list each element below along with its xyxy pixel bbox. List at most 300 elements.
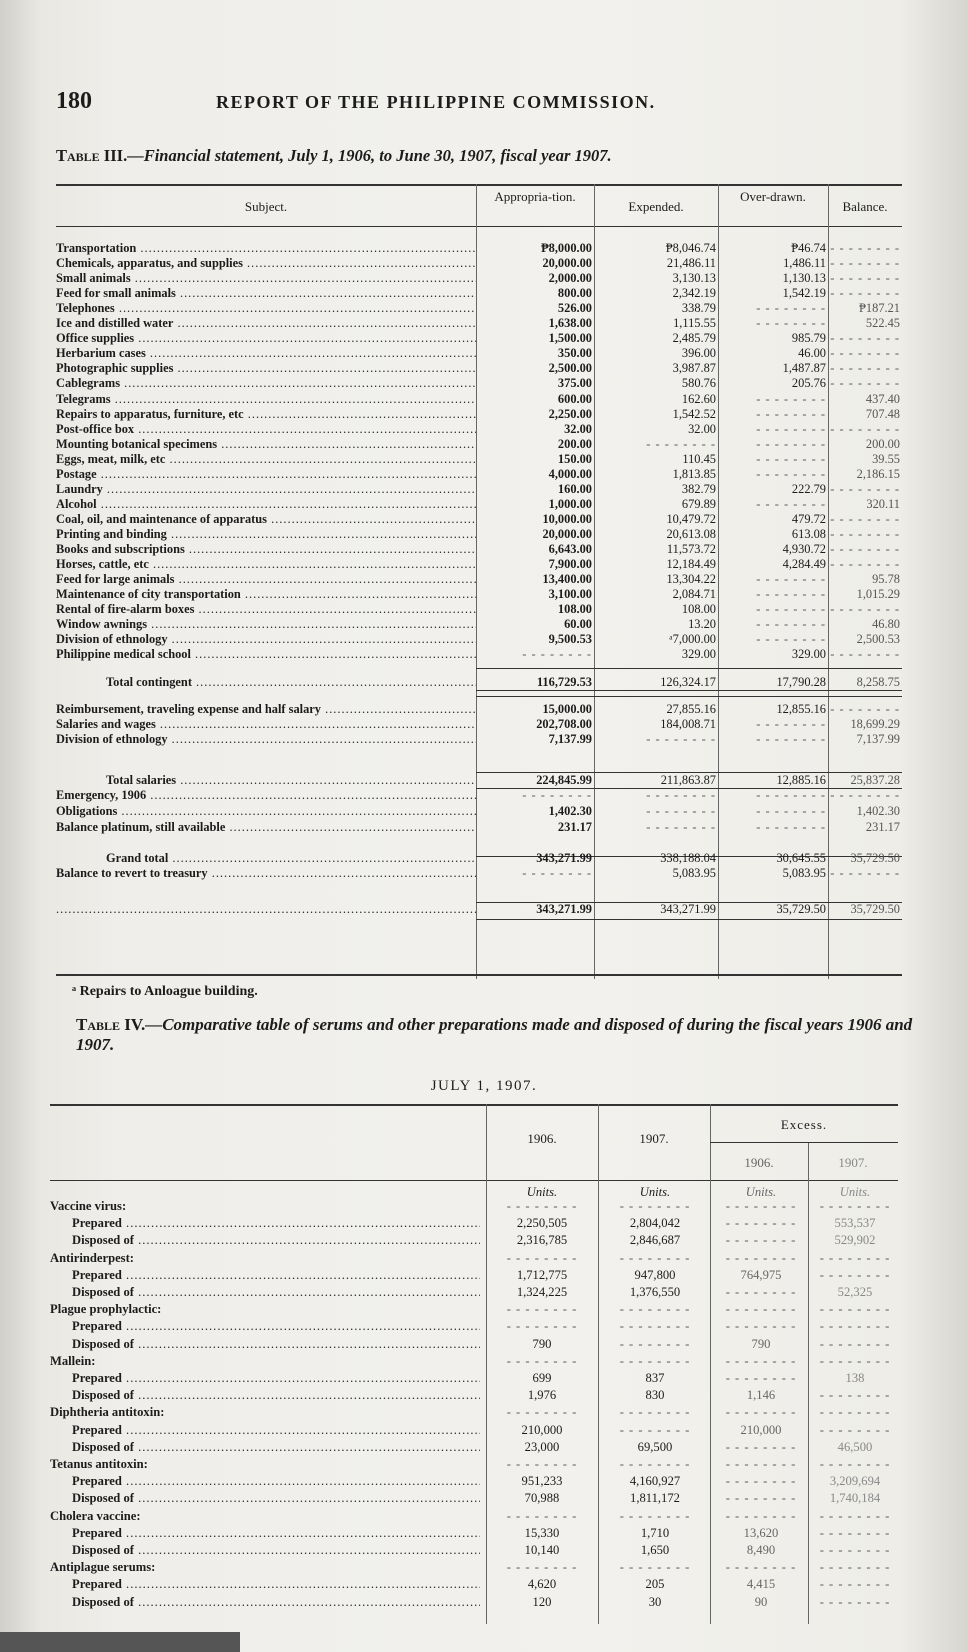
row-appropriation: ₱8,000.00: [541, 241, 592, 255]
category-row: [50, 1301, 898, 1317]
row-expended: 21,486.11: [666, 256, 716, 270]
units-label: Units.: [526, 1185, 558, 1199]
category-row: [50, 1250, 898, 1266]
row-appropriation: 200.00: [557, 437, 592, 451]
row-appropriation: 160.00: [557, 482, 592, 496]
row-subject: Balance platinum, still available .....: [56, 820, 476, 835]
row-overdrawn: - - - - - - - -: [756, 452, 826, 466]
running-title: REPORT OF THE PHILIPPINE COMMISSION.: [216, 92, 656, 112]
value-1907: - - - - - - - -: [619, 1250, 691, 1265]
value-1906: 4,620: [527, 1577, 557, 1592]
row-appropriation: 9,500.53: [548, 632, 592, 646]
row-expended: 162.60: [681, 392, 716, 406]
row-balance: 8,258.75: [856, 675, 900, 689]
row-appropriation: 60.00: [564, 617, 592, 631]
row-subject: Feed for large animals .....: [56, 572, 476, 587]
value-1907: 837: [645, 1371, 665, 1385]
row-overdrawn: - - - - - - - -: [756, 788, 826, 802]
row-appropriation: 150.00: [557, 452, 592, 466]
excess-1906: - - - - - - - -: [725, 1199, 797, 1213]
row-balance: 46.80: [872, 617, 900, 631]
excess-1907: - - - - - - - -: [819, 1319, 891, 1334]
row-expended: - - - - - - - -: [646, 820, 716, 834]
row-expended: ᵃ7,000.00: [669, 632, 716, 646]
row-label: Antiplague serums:: [50, 1560, 156, 1575]
excess-1907: 553,537: [834, 1216, 876, 1231]
row-subject: Ice and distilled water .....: [56, 316, 476, 331]
row-overdrawn: - - - - - - - -: [756, 587, 826, 601]
row-subject: Printing and binding .....: [56, 527, 476, 542]
excess-1906: - - - - - - - -: [725, 1457, 797, 1471]
row-expended: 338.79: [681, 301, 716, 315]
row-expended: 126,324.17: [660, 675, 716, 689]
row-subject: Mounting botanical specimens .....: [56, 437, 476, 452]
total-salaries-row: [56, 773, 902, 788]
row-overdrawn: - - - - - - - -: [756, 732, 826, 746]
row-appropriation: 32.00: [564, 422, 592, 436]
excess-1907: 3,209,694: [829, 1474, 881, 1489]
row-subject: Herbarium cases .....: [56, 346, 476, 361]
table-row: [56, 392, 902, 407]
value-1907: 1,376,550: [629, 1285, 681, 1299]
row-overdrawn: 4,930.72: [782, 542, 826, 556]
excess-1906: - - - - - - - -: [725, 1319, 797, 1334]
row-overdrawn: - - - - - - - -: [756, 467, 826, 481]
row-overdrawn: - - - - - - - -: [756, 497, 826, 511]
excess-1906: - - - - - - - -: [725, 1302, 797, 1317]
excess-1906: 4,415: [746, 1577, 776, 1592]
value-1907: - - - - - - - -: [619, 1199, 691, 1213]
row-balance: 522.45: [865, 316, 900, 330]
sub-row: [50, 1576, 898, 1592]
row-appropriation: 4,000.00: [548, 467, 592, 481]
row-subject: Salaries and wages .....: [56, 717, 476, 732]
row-expended: 343,271.99: [660, 902, 716, 916]
excess-1907: - - - - - - - -: [819, 1267, 891, 1282]
sub-row: [50, 1215, 898, 1231]
row-overdrawn: 35,729.50: [776, 902, 826, 916]
row-appropriation: 202,708.00: [536, 717, 592, 731]
row-appropriation: 10,000.00: [542, 512, 592, 526]
table-row: [56, 527, 902, 542]
row-appropriation: - - - - - - - -: [522, 788, 592, 802]
value-1907: - - - - - - - -: [619, 1405, 691, 1420]
sub-row: [50, 1594, 898, 1610]
row-expended: 10,479.72: [666, 512, 716, 526]
table4-caption: [76, 1015, 916, 1055]
col-header-excess-1907: 1907.: [838, 1155, 868, 1170]
excess-1907: - - - - - - - -: [819, 1543, 891, 1557]
excess-1906: - - - - - - - -: [725, 1439, 797, 1454]
row-label: Diphtheria antitoxin:: [50, 1405, 165, 1420]
row-appropriation: 108.00: [557, 602, 592, 616]
sub-row: [50, 1422, 898, 1438]
sub-row: [50, 1370, 898, 1386]
col-header-expended: Expended.: [628, 199, 684, 214]
table-row: [56, 316, 902, 331]
category-row: [50, 1353, 898, 1369]
col-header-appropriation: Appropria-tion.: [494, 189, 576, 204]
row-balance: - - - - - - - -: [830, 647, 900, 661]
category-row: [50, 1508, 898, 1524]
row-overdrawn: 4,284.49: [782, 557, 826, 571]
table-row: [56, 717, 902, 732]
row-subject: Laundry .....: [56, 482, 476, 497]
excess-1906: - - - - - - - -: [725, 1405, 797, 1420]
excess-1906: - - - - - - - -: [725, 1285, 797, 1299]
row-balance: 320.11: [866, 497, 900, 511]
row-balance: - - - - - - - -: [830, 512, 900, 526]
running-header: [56, 88, 916, 118]
row-expended: 108.00: [681, 602, 716, 616]
table-row: [56, 804, 902, 819]
row-appropriation: 2,500.00: [548, 361, 592, 375]
value-1906: 70,988: [524, 1491, 560, 1506]
row-appropriation: 224,845.99: [536, 773, 592, 787]
row-subject: Reimbursement, traveling expense and half salary .....: [56, 702, 476, 717]
row-label: Antirinderpest:: [50, 1250, 134, 1265]
excess-1906: 1,146: [746, 1388, 776, 1403]
row-appropriation: 2,000.00: [548, 271, 592, 285]
row-expended: - - - - - - - -: [646, 804, 716, 818]
final-total-row: [56, 902, 902, 917]
category-row: [50, 1198, 898, 1214]
row-label: Plague prophylactic:: [50, 1302, 162, 1317]
row-balance: ₱187.21: [859, 301, 900, 315]
units-label: Units.: [745, 1185, 777, 1199]
row-overdrawn: 17,790.28: [776, 675, 826, 689]
row-balance: - - - - - - - -: [830, 542, 900, 556]
row-expended: 679.89: [681, 497, 716, 511]
table-row: [56, 557, 902, 572]
row-appropriation: 1,402.30: [548, 804, 592, 818]
row-appropriation: 1,000.00: [548, 497, 592, 511]
units-label: Units.: [839, 1185, 871, 1199]
value-1906: - - - - - - - -: [506, 1508, 578, 1523]
row-balance: - - - - - - - -: [830, 331, 900, 345]
excess-1907: - - - - - - - -: [819, 1336, 891, 1351]
total-contingent-row: [56, 675, 902, 690]
row-overdrawn: - - - - - - - -: [756, 407, 826, 421]
col-header-balance: Balance.: [842, 199, 888, 214]
row-overdrawn: 1,486.11: [783, 256, 826, 270]
row-subject: Small animals .....: [56, 271, 476, 286]
row-subject: Total contingent .....: [106, 675, 476, 690]
excess-1907: 1,740,184: [829, 1491, 881, 1506]
row-expended: 2,342.19: [672, 286, 716, 300]
excess-1907: 46,500: [837, 1439, 873, 1454]
table3-caption: [56, 146, 612, 166]
row-overdrawn: - - - - - - - -: [756, 572, 826, 586]
col-header-excess-1906: 1906.: [744, 1155, 774, 1170]
row-subject: Photographic supplies .....: [56, 361, 476, 376]
excess-1906: - - - - - - - -: [725, 1371, 797, 1385]
sub-row: [50, 1525, 898, 1541]
row-overdrawn: - - - - - - - -: [756, 602, 826, 616]
row-balance: - - - - - - - -: [830, 422, 900, 436]
row-balance: - - - - - - - -: [830, 256, 900, 270]
row-overdrawn: 30,645.55: [776, 851, 826, 865]
excess-1906: - - - - - - - -: [725, 1250, 797, 1265]
table-row: [56, 820, 902, 835]
row-balance: - - - - - - - -: [830, 702, 900, 716]
row-overdrawn: - - - - - - - -: [756, 437, 826, 451]
row-label: Prepared .....: [72, 1215, 480, 1231]
value-1906: - - - - - - - -: [506, 1250, 578, 1265]
table-row: [56, 301, 902, 316]
row-overdrawn: 985.79: [791, 331, 826, 345]
row-balance: 2,500.53: [856, 632, 900, 646]
row-expended: 2,485.79: [672, 331, 716, 345]
excess-1906: - - - - - - - -: [725, 1474, 797, 1489]
sub-row: [50, 1232, 898, 1248]
value-1906: - - - - - - - -: [506, 1560, 578, 1575]
row-label: Mallein:: [50, 1353, 96, 1368]
value-1906: 790: [532, 1336, 552, 1351]
excess-1907: - - - - - - - -: [819, 1525, 891, 1540]
value-1906: - - - - - - - -: [506, 1199, 578, 1213]
table4-caption-lead: Table IV.: [76, 1015, 146, 1034]
row-overdrawn: - - - - - - - -: [756, 316, 826, 330]
row-overdrawn: 222.79: [791, 482, 826, 496]
value-1906: 2,316,785: [516, 1233, 568, 1248]
row-balance: - - - - - - - -: [830, 361, 900, 375]
row-subject: Postage .....: [56, 467, 476, 482]
excess-1906: 8,490: [746, 1543, 776, 1557]
table4-caption-text: —Comparative table of serums and other preparations made and disposed of during the fiscal years 1906 and 1907.: [76, 1015, 913, 1054]
row-appropriation: 116,729.53: [536, 675, 592, 689]
table-row: [56, 482, 902, 497]
row-expended: 396.00: [681, 346, 716, 360]
row-subject: Alcohol .....: [56, 497, 476, 512]
row-overdrawn: 479.72: [791, 512, 826, 526]
category-row: [50, 1456, 898, 1472]
col-header-1906: 1906.: [527, 1131, 557, 1146]
row-expended: 580.76: [681, 376, 716, 390]
row-label: Disposed of .....: [72, 1387, 480, 1403]
excess-1907: - - - - - - - -: [819, 1405, 891, 1420]
value-1906: - - - - - - - -: [506, 1353, 578, 1368]
row-balance: - - - - - - - -: [830, 788, 900, 802]
row-expended: 382.79: [681, 482, 716, 496]
row-balance: 707.48: [865, 407, 900, 421]
value-1906: 699: [532, 1371, 552, 1385]
row-overdrawn: - - - - - - - -: [756, 804, 826, 818]
table3-caption-text: —Financial statement, July 1, 1906, to June 30, 1907, fiscal year 1907.: [127, 146, 612, 165]
row-expended: 27,855.16: [666, 702, 716, 716]
row-subject: Books and subscriptions .....: [56, 542, 476, 557]
row-subject: Emergency, 1906 .....: [56, 788, 476, 803]
value-1906: 2,250,505: [516, 1216, 568, 1231]
excess-1906: 90: [754, 1594, 768, 1609]
row-label: Cholera vaccine:: [50, 1508, 141, 1523]
row-balance: 35,729.50: [850, 902, 900, 916]
value-1907: - - - - - - - -: [619, 1422, 691, 1437]
row-expended: 2,084.71: [672, 587, 716, 601]
value-1906: - - - - - - - -: [506, 1302, 578, 1317]
row-appropriation: 2,250.00: [548, 407, 592, 421]
row-appropriation: 526.00: [557, 301, 592, 315]
table-row: [56, 497, 902, 512]
row-label: Disposed of .....: [72, 1594, 480, 1610]
row-expended: 13,304.22: [666, 572, 716, 586]
row-balance: 200.00: [865, 437, 900, 451]
row-appropriation: 600.00: [557, 392, 592, 406]
table-row: [56, 346, 902, 361]
row-balance: - - - - - - - -: [830, 482, 900, 496]
row-overdrawn: 1,130.13: [782, 271, 826, 285]
row-appropriation: 3,100.00: [548, 587, 592, 601]
row-appropriation: 800.00: [557, 286, 592, 300]
excess-1906: 764,975: [740, 1267, 782, 1282]
col-header-subject: Subject.: [244, 199, 288, 214]
row-label: Disposed of .....: [72, 1284, 480, 1300]
value-1906: 23,000: [524, 1439, 560, 1454]
row-appropriation: 375.00: [557, 376, 592, 390]
row-overdrawn: - - - - - - - -: [756, 422, 826, 436]
table-row: [56, 256, 902, 271]
row-overdrawn: - - - - - - - -: [756, 717, 826, 731]
row-subject: Office supplies .....: [56, 331, 476, 346]
excess-1906: - - - - - - - -: [725, 1353, 797, 1368]
table-row: [56, 331, 902, 346]
excess-1907: - - - - - - - -: [819, 1560, 891, 1575]
row-balance: 231.17: [865, 820, 900, 834]
excess-1906: - - - - - - - -: [725, 1560, 797, 1575]
row-appropriation: 15,000.00: [542, 702, 592, 716]
row-label: Disposed of .....: [72, 1439, 480, 1455]
value-1906: 1,712,775: [516, 1267, 568, 1282]
sub-row: [50, 1284, 898, 1300]
sub-row: [50, 1267, 898, 1283]
row-expended: - - - - - - - -: [646, 788, 716, 802]
row-balance: 39.55: [872, 452, 900, 466]
value-1907: 947,800: [634, 1267, 676, 1282]
units-label: Units.: [639, 1185, 671, 1199]
row-expended: 13.20: [688, 617, 716, 631]
excess-1907: 52,325: [837, 1285, 873, 1299]
row-subject: Rental of fire-alarm boxes .....: [56, 602, 476, 617]
value-1907: 1,650: [640, 1543, 670, 1557]
row-balance: - - - - - - - -: [830, 866, 900, 880]
excess-1906: 210,000: [740, 1422, 782, 1437]
row-expended: 20,613.08: [666, 527, 716, 541]
value-1907: - - - - - - - -: [619, 1508, 691, 1523]
col-header-1907: 1907.: [639, 1131, 669, 1146]
row-subject: Total salaries .....: [106, 773, 476, 788]
row-subject: Chemicals, apparatus, and supplies .....: [56, 256, 476, 271]
row-appropriation: 1,638.00: [548, 316, 592, 330]
row-subject: Maintenance of city transportation .....: [56, 587, 476, 602]
row-label: Prepared .....: [72, 1576, 480, 1592]
row-expended: 1,813.85: [672, 467, 716, 481]
row-subject: Coal, oil, and maintenance of apparatus .....: [56, 512, 476, 527]
row-expended: 184,008.71: [660, 717, 716, 731]
excess-1906: - - - - - - - -: [725, 1216, 797, 1231]
value-1906: - - - - - - - -: [506, 1319, 578, 1334]
row-expended: 1,115.55: [673, 316, 716, 330]
row-subject: Balance to revert to treasury .....: [56, 866, 476, 881]
row-subject: Telephones .....: [56, 301, 476, 316]
row-overdrawn: ₱46.74: [791, 241, 826, 255]
row-balance: - - - - - - - -: [830, 241, 900, 255]
row-expended: 12,184.49: [666, 557, 716, 571]
value-1907: - - - - - - - -: [619, 1560, 691, 1575]
sub-row: [50, 1473, 898, 1489]
scan-footer-bar: [0, 1632, 240, 1652]
sub-row: [50, 1439, 898, 1455]
row-expended: ₱8,046.74: [665, 241, 716, 255]
table3-caption-lead: Table III.: [56, 146, 128, 165]
value-1906: - - - - - - - -: [506, 1457, 578, 1471]
row-overdrawn: 1,542.19: [782, 286, 826, 300]
table-row: [56, 286, 902, 301]
row-overdrawn: 12,855.16: [776, 702, 826, 716]
row-appropriation: 343,271.99: [536, 902, 592, 916]
row-expended: - - - - - - - -: [646, 732, 716, 746]
value-1906: 951,233: [521, 1474, 563, 1489]
row-balance: 18,699.29: [850, 717, 900, 731]
col-header-excess: Excess.: [780, 1117, 828, 1132]
row-overdrawn: - - - - - - - -: [756, 632, 826, 646]
row-subject: Cablegrams .....: [56, 376, 476, 391]
excess-1907: - - - - - - - -: [819, 1457, 891, 1471]
row-overdrawn: 613.08: [791, 527, 826, 541]
value-1907: 30: [648, 1594, 662, 1609]
row-expended: - - - - - - - -: [646, 437, 716, 451]
row-subject: Philippine medical school .....: [56, 647, 476, 662]
category-row: [50, 1559, 898, 1575]
row-balance: - - - - - - - -: [830, 557, 900, 571]
row-subject: Telegrams .....: [56, 392, 476, 407]
row-appropriation: 350.00: [557, 346, 592, 360]
table-row: [56, 788, 902, 803]
excess-1907: - - - - - - - -: [819, 1250, 891, 1265]
row-label: Disposed of .....: [72, 1336, 480, 1352]
row-appropriation: - - - - - - - -: [522, 647, 592, 661]
row-balance: 25,837.28: [850, 773, 900, 787]
excess-1907: 138: [845, 1371, 865, 1385]
row-subject: Eggs, meat, milk, etc .....: [56, 452, 476, 467]
value-1907: 4,160,927: [629, 1474, 681, 1489]
table-row: [56, 407, 902, 422]
excess-1906: - - - - - - - -: [725, 1491, 797, 1506]
value-1907: - - - - - - - -: [619, 1336, 691, 1351]
table-row: [56, 702, 902, 717]
table-row: [56, 617, 902, 632]
value-1906: - - - - - - - -: [506, 1405, 578, 1420]
row-appropriation: - - - - - - - -: [522, 866, 592, 880]
value-1907: 1,811,172: [630, 1491, 680, 1506]
category-row: [50, 1404, 898, 1420]
row-overdrawn: 205.76: [791, 376, 826, 390]
table-row: [56, 422, 902, 437]
sub-row: [50, 1387, 898, 1403]
excess-1907: - - - - - - - -: [819, 1199, 891, 1213]
table-row: [56, 602, 902, 617]
row-balance: - - - - - - - -: [830, 376, 900, 390]
row-appropriation: 343,271.99: [536, 851, 592, 865]
excess-1906: 13,620: [743, 1525, 779, 1540]
row-overdrawn: - - - - - - - -: [756, 392, 826, 406]
value-1906: 210,000: [521, 1422, 563, 1437]
excess-1907: - - - - - - - -: [819, 1388, 891, 1403]
table-row: [56, 732, 902, 747]
table-row: [56, 467, 902, 482]
excess-1906: 790: [751, 1336, 771, 1351]
table-row: [56, 241, 902, 256]
sub-row: [50, 1336, 898, 1352]
